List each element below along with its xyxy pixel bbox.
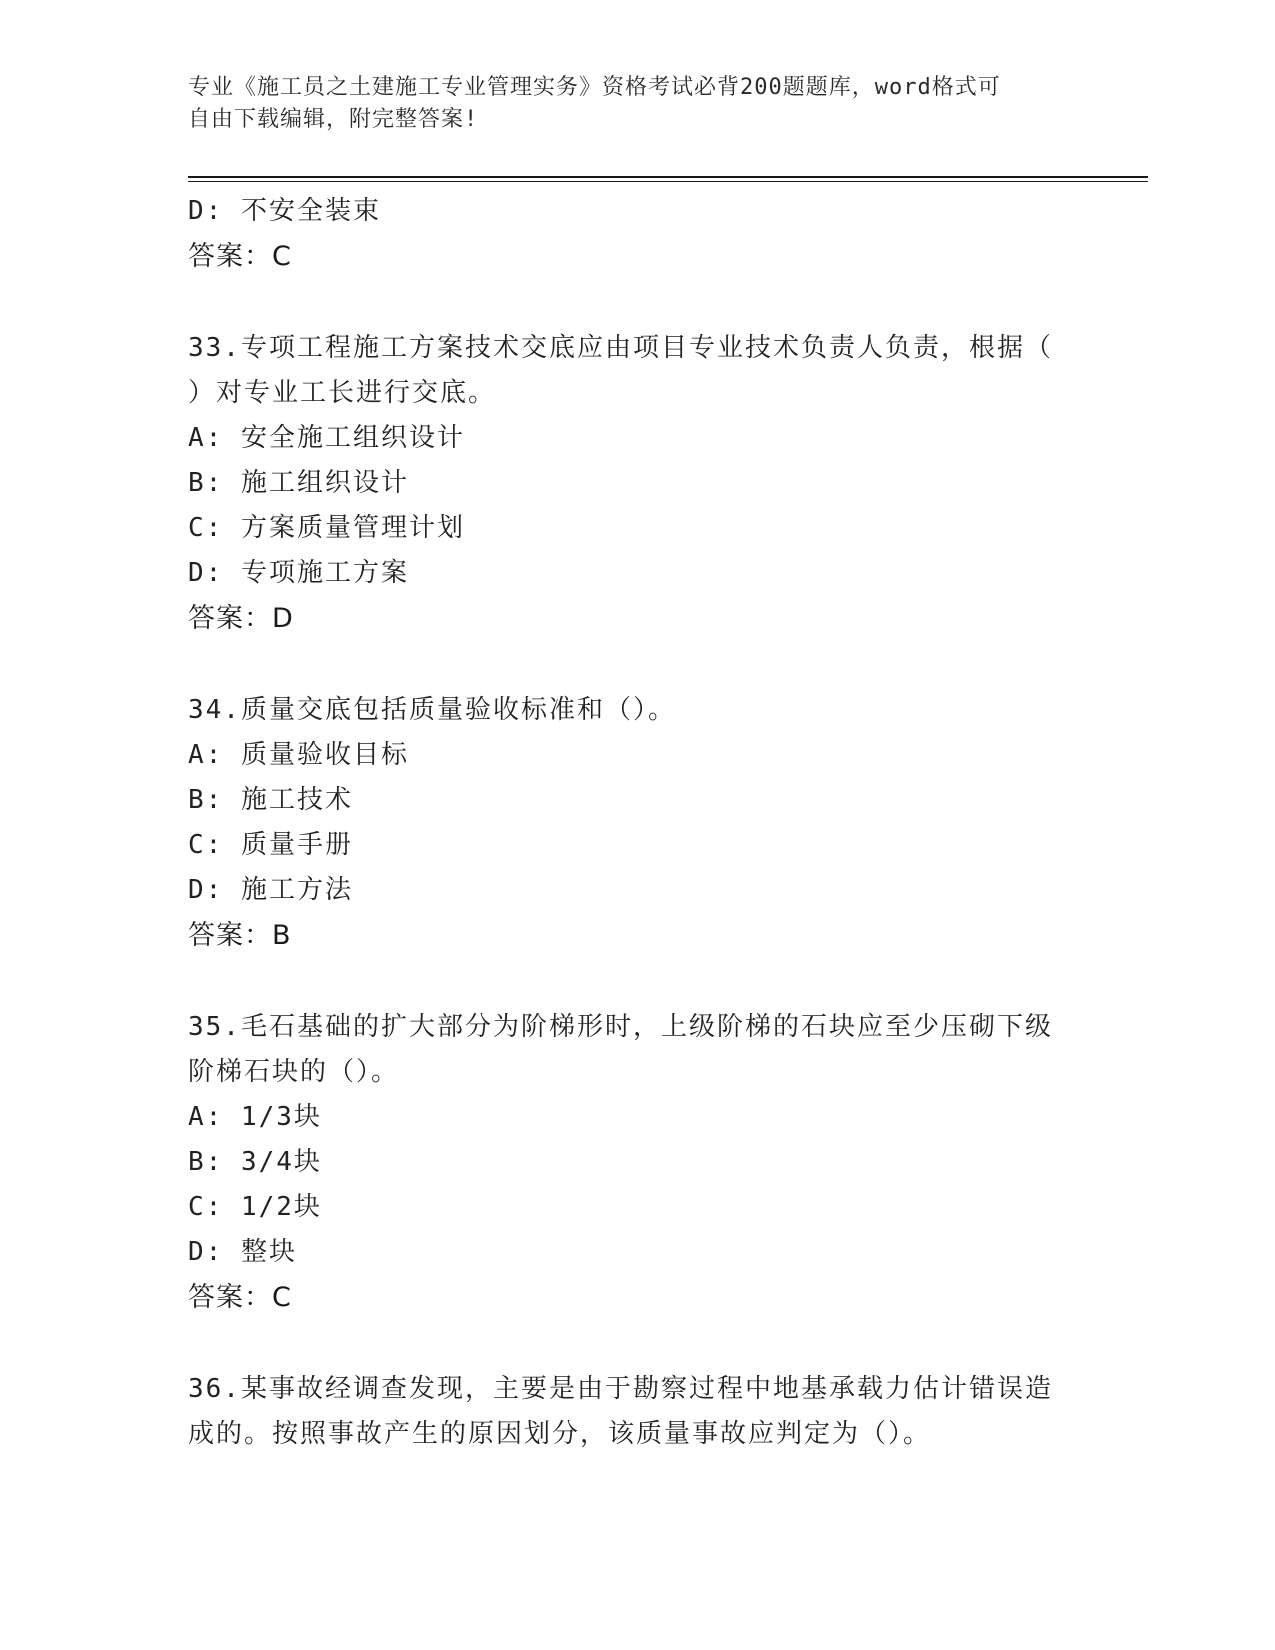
answer: 答案：D xyxy=(188,603,294,634)
prev-option-d: D: 不安全装束 xyxy=(188,196,381,226)
question-text-line-1: 35.毛石基础的扩大部分为阶梯形时，上级阶梯的石块应至少压砌下级 xyxy=(188,1012,1053,1042)
option-b: B: 施工技术 xyxy=(188,785,353,815)
question-text-line-1: 33.专项工程施工方案技术交底应由项目专业技术负责人负责，根据（ xyxy=(188,333,1053,363)
option-a: A: 质量验收目标 xyxy=(188,740,409,770)
prev-answer: 答案：C xyxy=(188,241,292,272)
spacer xyxy=(188,641,1088,688)
answer: 答案：C xyxy=(188,1282,292,1313)
question-text-line-1: 36.某事故经调查发现，主要是由于勘察过程中地基承载力估计错误造 xyxy=(188,1374,1053,1404)
option-d: D: 专项施工方案 xyxy=(188,558,409,588)
option-b: B: 3/4块 xyxy=(188,1147,322,1177)
spacer xyxy=(188,279,1088,326)
question-36 xyxy=(188,1367,1088,1457)
header-line-1: 专业《施工员之土建施工专业管理实务》资格考试必背200题题库，word格式可 xyxy=(188,75,1001,100)
option-d: D: 施工方法 xyxy=(188,875,353,905)
option-b: B: 施工组织设计 xyxy=(188,468,409,498)
header-rule-thick xyxy=(188,176,1148,178)
option-a: A: 1/3块 xyxy=(188,1102,322,1132)
option-c: C: 方案质量管理计划 xyxy=(188,513,465,543)
question-34 xyxy=(188,688,1088,958)
option-d: D: 整块 xyxy=(188,1237,297,1267)
question-33 xyxy=(188,326,1088,641)
option-c: C: 1/2块 xyxy=(188,1192,322,1222)
question-text-line-2: ）对专业工长进行交底。 xyxy=(188,378,497,408)
option-c: C: 质量手册 xyxy=(188,830,353,860)
page-header xyxy=(188,72,1068,136)
answer: 答案：B xyxy=(188,920,292,951)
question-text-line-1: 34.质量交底包括质量验收标准和（）。 xyxy=(188,695,676,725)
question-35 xyxy=(188,1005,1088,1320)
question-text-line-2: 阶梯石块的（）。 xyxy=(188,1057,400,1087)
header-line-2: 自由下载编辑，附完整答案! xyxy=(188,107,479,132)
option-a: A: 安全施工组织设计 xyxy=(188,423,465,453)
header-rule-thin xyxy=(188,181,1148,182)
question-text-line-2: 成的。按照事故产生的原因划分，该质量事故应判定为（）。 xyxy=(188,1419,932,1449)
spacer xyxy=(188,1320,1088,1367)
question-content xyxy=(188,189,1088,1457)
spacer xyxy=(188,958,1088,1005)
